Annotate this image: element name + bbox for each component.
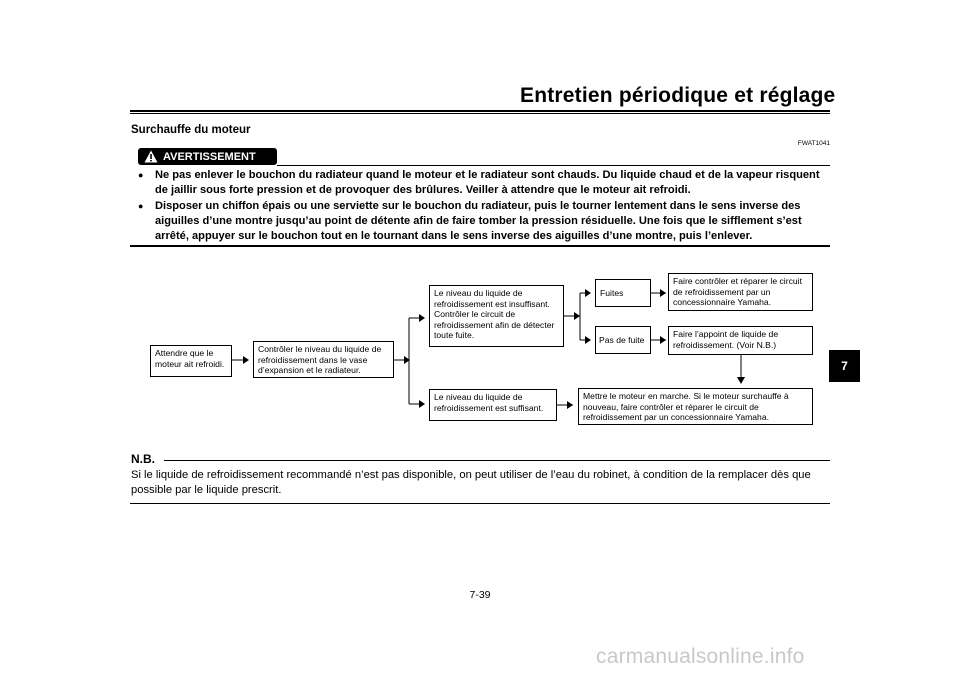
flow-repair-box: Faire contrôler et réparer le circuit de refroidissement par un concessionnaire Yamaha. <box>668 273 813 311</box>
watermark: carmanualsonline.info <box>596 645 805 668</box>
flow-restart-box: Mettre le moteur en marche. Si le moteur surchauffe à nouveau, faire contrôler et réparer le circuit de refroidissement par un concessionnaire Yamaha. <box>578 388 813 425</box>
flow-top-up-box: Faire l’appoint de liquide de refroidissement. (Voir N.B.) <box>668 326 813 355</box>
bullet-icon: ● <box>138 201 144 211</box>
flow-insufficient-box: Le niveau du liquide de refroidissement est insuffisant. Contrôler le circuit de refroidissement afin de détecter toute fuite. <box>429 285 564 347</box>
flow-sufficient-box: Le niveau du liquide de refroidissement est suffisant. <box>429 389 557 421</box>
chapter-tab: 7 <box>829 350 860 382</box>
page-number: 7-39 <box>469 589 491 601</box>
note-rule <box>164 460 830 461</box>
flow-check-box: Contrôler le niveau du liquide de refroidissement dans le vase d’expansion et le radiateur. <box>253 341 394 378</box>
flow-wait-box: Attendre que le moteur ait refroidi. <box>150 345 232 377</box>
page-title: Entretien périodique et réglage <box>520 84 836 107</box>
flow-leaks-box: Fuites <box>595 279 651 307</box>
note-text: Si le liquide de refroidissement recommandé n’est pas disponible, on peut utiliser de l’eau du robinet, à condition de la remplacer dès que possible par le liquide prescrit. <box>131 469 811 496</box>
warning-item-text: Disposer un chiffon épais ou une serviette sur le bouchon du radiateur, puis le tourner lentement dans le sens inverse des aiguilles d’une montre jusqu’au point de détente afin de faire tomber la pression résiduelle. Une fois que le sifflement s’est arrêté, appuyer sur le bouchon tout en le tournant dans le sens inverse des aiguilles d’une montre, puis l’enlever. <box>155 200 802 242</box>
note-bottom-rule <box>130 503 830 504</box>
warning-code: FWAT1041 <box>797 140 830 147</box>
bullet-icon: ● <box>138 170 144 180</box>
note-label: N.B. <box>131 452 155 466</box>
section-title: Surchauffe du moteur <box>131 124 251 136</box>
warning-item-text: Ne pas enlever le bouchon du radiateur quand le moteur et le radiateur sont chauds. Du liquide chaud et de la vapeur risquent de jaillir sous forte pression et de provoquer des brûlures. Veiller à attendre que le moteur ait refroidi. <box>155 169 820 196</box>
flow-no-leak-box: Pas de fuite <box>595 326 651 354</box>
warning-label: AVERTISSEMENT <box>163 150 256 163</box>
